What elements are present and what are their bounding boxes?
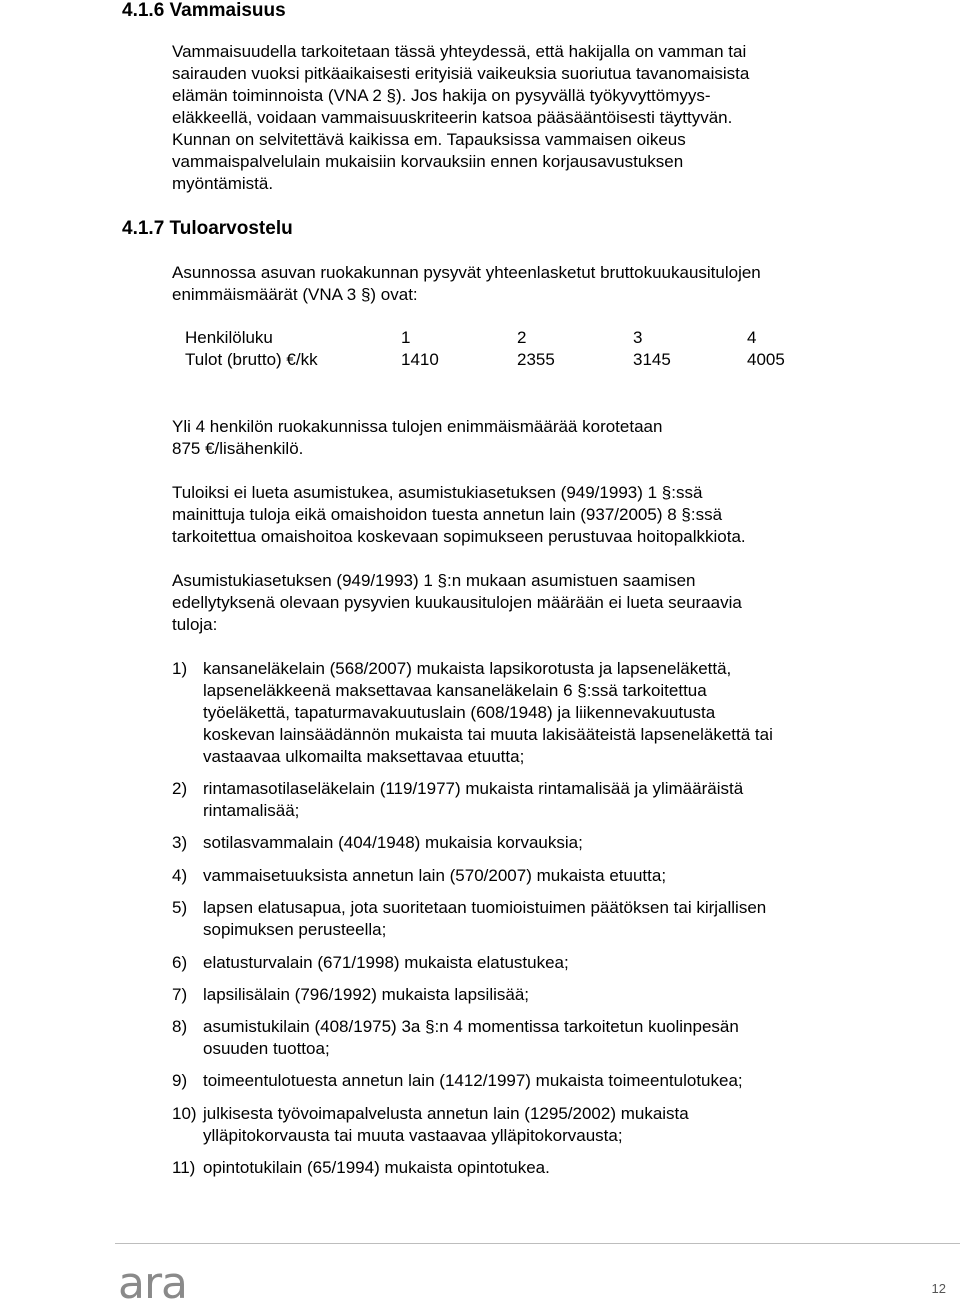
list-number: 2) — [172, 779, 188, 798]
text-line: enimmäismäärät (VNA 3 §) ovat: — [172, 285, 418, 304]
text-line: Kunnan on selvitettävä kaikissa em. Tapauksissa vammaisen oikeus — [172, 130, 686, 149]
text-line: julkisesta työvoimapalvelusta annetun lain (1295/2002) mukaista — [203, 1104, 689, 1123]
text-line: Vammaisuudella tarkoitetaan tässä yhteydessä, että hakijalla on vamman tai — [172, 42, 747, 61]
list-number: 11) — [172, 1158, 196, 1177]
section-heading-tuloarvostelu: 4.1.7 Tuloarvostelu — [122, 218, 293, 239]
text-line: asumistukilain (408/1975) 3a §:n 4 momentissa tarkoitetun kuolinpesän — [203, 1017, 739, 1036]
ara-logo: ara — [118, 1258, 188, 1309]
list-text — [203, 1157, 550, 1179]
paragraph-excluded-income — [172, 482, 746, 548]
text-line: lapsilisälain (796/1992) mukaista lapsilisää; — [203, 985, 530, 1004]
text-line: 875 €/lisähenkilö. — [172, 439, 304, 458]
list-text — [203, 1103, 689, 1147]
section-heading-vammaisuus: 4.1.6 Vammaisuus — [122, 0, 286, 21]
list-text — [203, 1070, 743, 1092]
text-line: Asunnossa asuvan ruokakunnan pysyvät yhteenlasketut bruttokuukausitulojen — [172, 263, 761, 282]
list-text — [203, 832, 583, 854]
text-line: vastaavaa ulkomailta maksettavaa etuutta; — [203, 747, 525, 766]
list-number: 7) — [172, 985, 188, 1004]
table-cell: 1 — [401, 328, 411, 347]
table-cell: 1410 — [401, 350, 439, 369]
text-line: vammaispalvelulain mukaisiin korvauksiin ennen korjausavustuksen — [172, 152, 684, 171]
list-number: 6) — [172, 953, 188, 972]
footer-divider — [115, 1243, 960, 1244]
paragraph-intro — [172, 262, 761, 306]
list-number: 10) — [172, 1104, 197, 1123]
text-line: myöntämistä. — [172, 174, 274, 193]
text-line: sotilasvammalain (404/1948) mukaisia korvauksia; — [203, 833, 583, 852]
page-number: 12 — [931, 1281, 946, 1296]
text-line: rintamasotilaseläkelain (119/1977) mukaista rintamalisää ja ylimääräistä — [203, 779, 744, 798]
text-line: lapsen elatusapua, jota suoritetaan tuomioistuimen päätöksen tai kirjallisen — [203, 898, 767, 917]
table-cell: 3145 — [633, 350, 671, 369]
list-text — [203, 897, 766, 941]
list-number: 1) — [172, 659, 188, 678]
paragraph-vammaisuus — [172, 41, 749, 195]
text-line: tarkoitettua omaishoitoa koskevaan sopimukseen perustuvaa hoitopalkkiota. — [172, 527, 746, 546]
table-cell: 4005 — [747, 350, 785, 369]
table-cell: 4 — [747, 328, 757, 347]
text-line: Tuloiksi ei lueta asumistukea, asumistukiasetuksen (949/1993) 1 §:ssä — [172, 483, 703, 502]
table-cell: Tulot (brutto) €/kk — [185, 350, 318, 369]
text-line: vammaisetuuksista annetun lain (570/2007) mukaista etuutta; — [203, 866, 667, 885]
list-number: 3) — [172, 833, 188, 852]
text-line: lapseneläkkeenä maksettavaa kansaneläkelain 6 §:ssä tarkoitettua — [203, 681, 707, 700]
text-line: sopimuksen perusteella; — [203, 920, 387, 939]
text-line: osuuden tuottoa; — [203, 1039, 330, 1058]
list-text — [203, 984, 529, 1006]
table-cell: Henkilöluku — [185, 328, 273, 347]
text-line: tuloja: — [172, 615, 218, 634]
text-line: Asumistukiasetuksen (949/1993) 1 §:n mukaan asumistuen saamisen — [172, 571, 696, 590]
table-cell: 3 — [633, 328, 643, 347]
list-text — [203, 952, 569, 974]
text-line: eläkkeellä, voidaan vammaisuuskriteerin katsoa pääsääntöisesti täyttyvän. — [172, 108, 733, 127]
text-line: työeläkettä, tapaturmavakuutuslain (608/1948) ja liikennevakuutusta — [203, 703, 716, 722]
paragraph-extra-person — [172, 416, 662, 460]
table-cell: 2355 — [517, 350, 555, 369]
text-line: edellytyksenä olevaan pysyvien kuukausitulojen määrään ei lueta seuraavia — [172, 593, 742, 612]
table-cell: 2 — [517, 328, 527, 347]
text-line: elämän toiminnoista (VNA 2 §). Jos hakija on pysyvällä työkyvyttömyys- — [172, 86, 711, 105]
text-line: Yli 4 henkilön ruokakunnissa tulojen enimmäismäärää korotetaan — [172, 417, 663, 436]
list-number: 8) — [172, 1017, 188, 1036]
text-line: elatusturvalain (671/1998) mukaista elatustukea; — [203, 953, 569, 972]
list-number: 4) — [172, 866, 188, 885]
text-line: kansaneläkelain (568/2007) mukaista lapsikorotusta ja lapseneläkettä, — [203, 659, 732, 678]
list-text — [203, 1016, 739, 1060]
list-number: 5) — [172, 898, 188, 917]
list-text — [203, 778, 743, 822]
list-text — [203, 658, 773, 768]
list-text — [203, 865, 666, 887]
paragraph-decree — [172, 570, 742, 636]
text-line: rintamalisää; — [203, 801, 300, 820]
text-line: sairauden vuoksi pitkäaikaisesti erityisiä vaikeuksia suoriutua tavanomaisista — [172, 64, 750, 83]
text-line: mainittuja tuloja eikä omaishoidon tuesta annetun lain (937/2005) 8 §:ssä — [172, 505, 723, 524]
list-number: 9) — [172, 1071, 188, 1090]
text-line: ylläpitokorvausta tai muuta vastaavaa ylläpitokorvausta; — [203, 1126, 623, 1145]
text-line: toimeentulotuesta annetun lain (1412/1997) mukaista toimeentulotukea; — [203, 1071, 743, 1090]
text-line: opintotukilain (65/1994) mukaista opintotukea. — [203, 1158, 550, 1177]
text-line: koskevan lainsäädännön mukaista tai muuta lakisääteistä lapseneläkettä tai — [203, 725, 773, 744]
